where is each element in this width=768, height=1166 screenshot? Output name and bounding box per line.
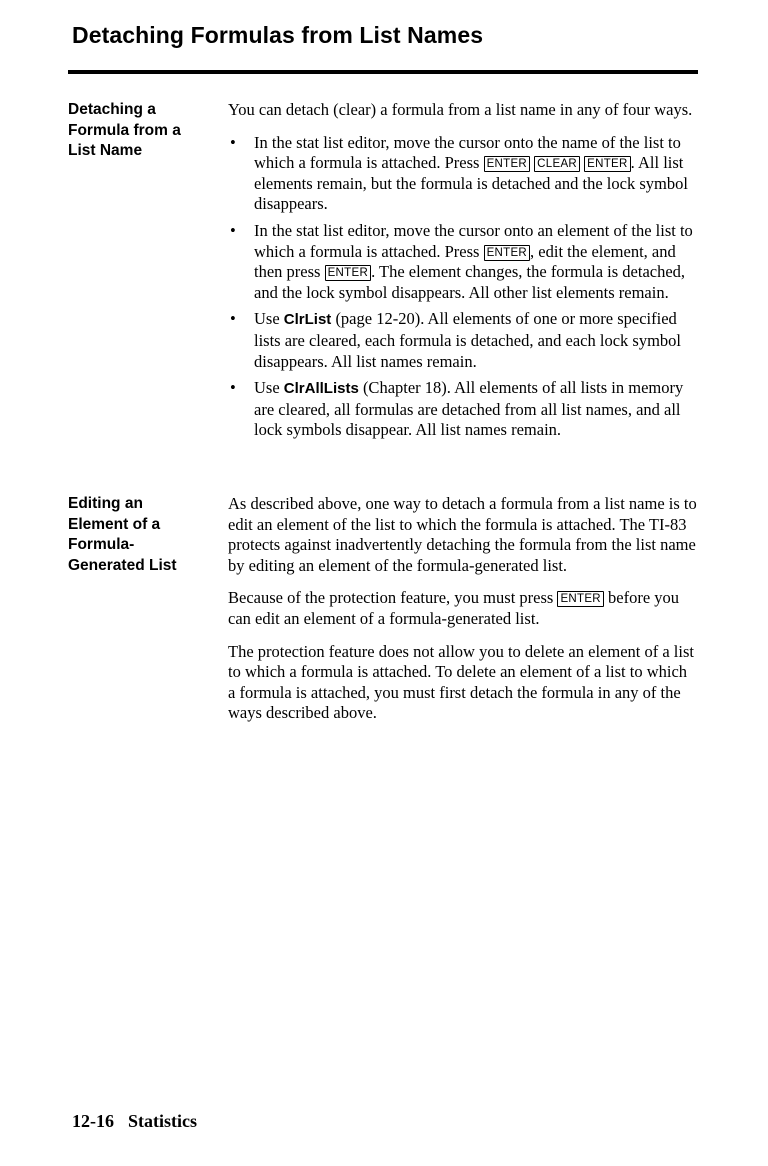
enter-key: ENTER: [484, 156, 530, 172]
paragraph: Because of the protection feature, you must press ENTER before you can edit an element of a formula-generated list.: [228, 588, 680, 628]
page-number: 12-16: [72, 1111, 114, 1131]
clrlist-command: ClrList: [283, 311, 332, 329]
section-heading: Detaching a Formula from a List Name: [68, 101, 181, 159]
enter-key: ENTER: [484, 245, 530, 261]
page-title: Detaching Formulas from List Names: [72, 22, 484, 48]
bullet-list: [228, 133, 698, 441]
list-item: • In the stat list editor, move the cursor onto an element of the list to which a formula is attached. Press ENTER , edit the element, and then press ENTER . The element changes, the formula is detached, and the lock symbol disappears. All other list elements remain.: [230, 220, 693, 302]
clralllists-command: ClrAllLists: [283, 380, 359, 398]
enter-key: ENTER: [325, 265, 371, 281]
enter-key: ENTER: [584, 156, 630, 172]
intro-paragraph: You can detach (clear) a formula from a list name in any of four ways.: [228, 100, 693, 119]
paragraph: As described above, one way to detach a formula from a list name is to edit an element of the list to which the formula is attached. The TI-83 protects against inadvertently detaching the formula from the list name by editing an element of the formula-generated list.: [228, 494, 697, 575]
bullet-icon: •: [230, 132, 236, 152]
page-footer: [72, 1111, 211, 1132]
section-heading: Editing an Element of a Formula- Generated List: [68, 495, 177, 574]
section-body: [228, 494, 698, 736]
bullet-icon: •: [230, 309, 236, 329]
list-item: • In the stat list editor, move the cursor onto the name of the list to which a formula is attached. Press ENTER CLEAR ENTER . All list elements remain, but the formula is detached and the lock symbol disappears.: [230, 132, 688, 214]
chapter-name: Statistics: [128, 1111, 197, 1131]
paragraph: The protection feature does not allow you to delete an element of a list to which a formula is attached. To delete an element of a list to which a formula is attached, you must first detach the formula in any of the ways described above.: [228, 641, 694, 723]
list-item: • Use ClrAllLists (Chapter 18). All elements of all lists in memory are cleared, all formulas are detached from all list names, and all lock symbols disappear. All list names remain.: [230, 378, 684, 440]
title-rule: [68, 70, 698, 74]
bullet-icon: •: [230, 220, 236, 240]
section-body: [228, 100, 698, 447]
bullet-icon: •: [230, 378, 236, 398]
clear-key: CLEAR: [534, 156, 580, 172]
list-item: • Use ClrList (page 12-20). All elements of one or more specified lists are cleared, each formula is detached, and each lock symbol disappears. All list names remain.: [230, 309, 681, 371]
enter-key: ENTER: [557, 591, 603, 607]
